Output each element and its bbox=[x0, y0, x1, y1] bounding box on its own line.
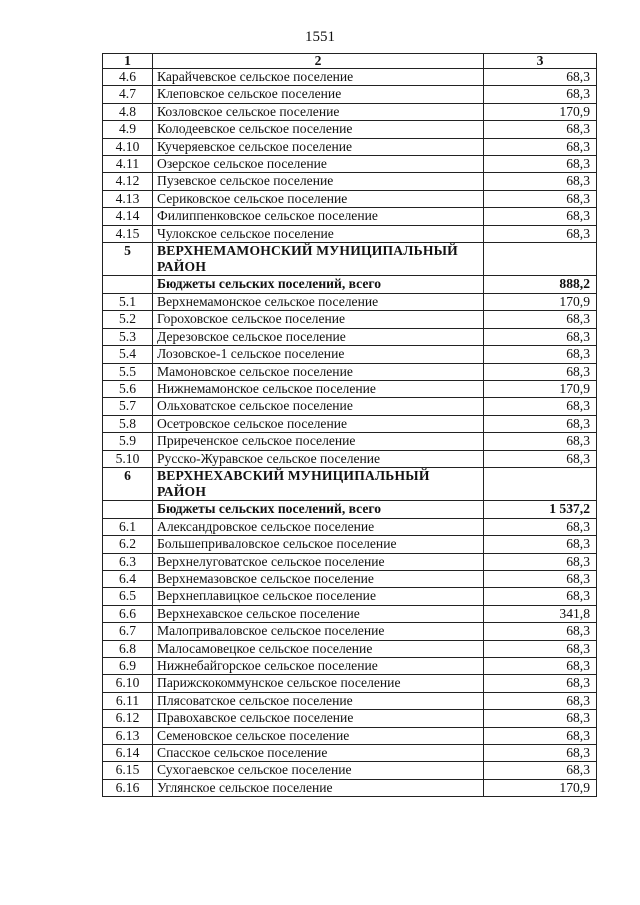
row-number: 5 bbox=[103, 243, 153, 276]
row-name: Осетровское сельское поселение bbox=[153, 415, 484, 432]
row-number: 4.12 bbox=[103, 173, 153, 190]
row-number bbox=[103, 276, 153, 293]
table-row bbox=[103, 623, 597, 640]
table-row bbox=[103, 727, 597, 744]
row-value: 68,3 bbox=[484, 623, 597, 640]
row-value: 68,3 bbox=[484, 415, 597, 432]
row-name: Правохавское сельское поселение bbox=[153, 710, 484, 727]
row-value: 888,2 bbox=[484, 276, 597, 293]
row-value: 68,3 bbox=[484, 346, 597, 363]
row-value: 68,3 bbox=[484, 433, 597, 450]
row-value: 1 537,2 bbox=[484, 501, 597, 518]
table-row bbox=[103, 588, 597, 605]
row-name: Лозовское-1 сельское поселение bbox=[153, 346, 484, 363]
table-row bbox=[103, 415, 597, 432]
row-value bbox=[484, 243, 597, 276]
row-name: Филиппенковское сельское поселение bbox=[153, 208, 484, 225]
table-row bbox=[103, 190, 597, 207]
row-name: Пузевское сельское поселение bbox=[153, 173, 484, 190]
row-number: 5.4 bbox=[103, 346, 153, 363]
row-name: Углянское сельское поселение bbox=[153, 779, 484, 796]
row-name: Колодеевское сельское поселение bbox=[153, 121, 484, 138]
row-number: 5.8 bbox=[103, 415, 153, 432]
row-value: 68,3 bbox=[484, 588, 597, 605]
row-number: 6.11 bbox=[103, 692, 153, 709]
row-number: 4.13 bbox=[103, 190, 153, 207]
table-row bbox=[103, 536, 597, 553]
table-row bbox=[103, 311, 597, 328]
row-name: Приреченское сельское поселение bbox=[153, 433, 484, 450]
row-value: 68,3 bbox=[484, 536, 597, 553]
table-header-row bbox=[103, 54, 597, 69]
row-name: Верхнелуговатское сельское поселение bbox=[153, 553, 484, 570]
row-number: 6.7 bbox=[103, 623, 153, 640]
row-value: 341,8 bbox=[484, 605, 597, 622]
row-value: 68,3 bbox=[484, 156, 597, 173]
table-row bbox=[103, 570, 597, 587]
table-row bbox=[103, 328, 597, 345]
table-row bbox=[103, 225, 597, 242]
row-number: 6 bbox=[103, 467, 153, 500]
row-number: 6.10 bbox=[103, 675, 153, 692]
table-row bbox=[103, 433, 597, 450]
row-name: Большеприваловское сельское поселение bbox=[153, 536, 484, 553]
row-name: Малоприваловское сельское поселение bbox=[153, 623, 484, 640]
row-number: 4.8 bbox=[103, 103, 153, 120]
row-value: 68,3 bbox=[484, 69, 597, 86]
row-number: 5.5 bbox=[103, 363, 153, 380]
row-number: 6.16 bbox=[103, 779, 153, 796]
district-header-row bbox=[103, 467, 597, 500]
table-row bbox=[103, 121, 597, 138]
row-number: 5.10 bbox=[103, 450, 153, 467]
row-value: 68,3 bbox=[484, 328, 597, 345]
row-name: ВЕРХНЕМАМОНСКИЙ МУНИЦИПАЛЬНЫЙ РАЙОН bbox=[153, 243, 484, 276]
row-value: 68,3 bbox=[484, 86, 597, 103]
table-row bbox=[103, 156, 597, 173]
row-name: Мамоновское сельское поселение bbox=[153, 363, 484, 380]
row-number: 5.9 bbox=[103, 433, 153, 450]
row-value: 68,3 bbox=[484, 692, 597, 709]
table-row bbox=[103, 710, 597, 727]
row-name: Сухогаевское сельское поселение bbox=[153, 762, 484, 779]
row-number: 5.2 bbox=[103, 311, 153, 328]
row-value: 68,3 bbox=[484, 208, 597, 225]
row-value: 68,3 bbox=[484, 190, 597, 207]
total-row bbox=[103, 276, 597, 293]
row-name: Дерезовское сельское поселение bbox=[153, 328, 484, 345]
row-number: 6.15 bbox=[103, 762, 153, 779]
row-value: 68,3 bbox=[484, 675, 597, 692]
row-value: 170,9 bbox=[484, 103, 597, 120]
row-value: 68,3 bbox=[484, 518, 597, 535]
row-number: 6.14 bbox=[103, 745, 153, 762]
table-row bbox=[103, 346, 597, 363]
row-name: Семеновское сельское поселение bbox=[153, 727, 484, 744]
table-row bbox=[103, 675, 597, 692]
row-value: 68,3 bbox=[484, 762, 597, 779]
row-name: ВЕРХНЕХАВСКИЙ МУНИЦИПАЛЬНЫЙ РАЙОН bbox=[153, 467, 484, 500]
row-value: 68,3 bbox=[484, 173, 597, 190]
row-number: 5.1 bbox=[103, 293, 153, 310]
row-value: 170,9 bbox=[484, 380, 597, 397]
row-name: Верхнехавское сельское поселение bbox=[153, 605, 484, 622]
row-name: Озерское сельское поселение bbox=[153, 156, 484, 173]
row-name: Парижскокоммунское сельское поселение bbox=[153, 675, 484, 692]
table-row bbox=[103, 398, 597, 415]
row-number: 5.6 bbox=[103, 380, 153, 397]
table-row bbox=[103, 450, 597, 467]
row-value: 68,3 bbox=[484, 225, 597, 242]
table-row bbox=[103, 692, 597, 709]
table-row bbox=[103, 762, 597, 779]
page-number: 1551 bbox=[305, 29, 335, 45]
table-row bbox=[103, 86, 597, 103]
row-name: Бюджеты сельских поселений, всего bbox=[153, 501, 484, 518]
table-row bbox=[103, 380, 597, 397]
row-name: Козловское сельское поселение bbox=[153, 103, 484, 120]
total-row bbox=[103, 501, 597, 518]
row-number: 5.3 bbox=[103, 328, 153, 345]
row-value: 68,3 bbox=[484, 570, 597, 587]
row-number: 6.9 bbox=[103, 658, 153, 675]
row-name: Верхнемазовское сельское поселение bbox=[153, 570, 484, 587]
district-header-row bbox=[103, 243, 597, 276]
table-row bbox=[103, 138, 597, 155]
row-number: 6.8 bbox=[103, 640, 153, 657]
row-value: 68,3 bbox=[484, 311, 597, 328]
row-value: 68,3 bbox=[484, 553, 597, 570]
row-value: 170,9 bbox=[484, 293, 597, 310]
table-row bbox=[103, 208, 597, 225]
column-header-3: 3 bbox=[484, 54, 597, 69]
row-value: 68,3 bbox=[484, 745, 597, 762]
row-name: Малосамовецкое сельское поселение bbox=[153, 640, 484, 657]
row-name: Верхнеплавицкое сельское поселение bbox=[153, 588, 484, 605]
row-value: 68,3 bbox=[484, 398, 597, 415]
table-row bbox=[103, 69, 597, 86]
row-name: Нижнемамонское сельское поселение bbox=[153, 380, 484, 397]
table-row bbox=[103, 553, 597, 570]
table-row bbox=[103, 658, 597, 675]
row-number: 6.2 bbox=[103, 536, 153, 553]
column-header-2: 2 bbox=[153, 54, 484, 69]
row-value: 68,3 bbox=[484, 450, 597, 467]
row-name: Кучеряевское сельское поселение bbox=[153, 138, 484, 155]
table-row bbox=[103, 293, 597, 310]
row-value: 68,3 bbox=[484, 363, 597, 380]
row-value: 68,3 bbox=[484, 710, 597, 727]
row-name: Плясоватское сельское поселение bbox=[153, 692, 484, 709]
row-number: 4.6 bbox=[103, 69, 153, 86]
row-value: 68,3 bbox=[484, 658, 597, 675]
table-row bbox=[103, 103, 597, 120]
row-name: Нижнебайгорское сельское поселение bbox=[153, 658, 484, 675]
row-number: 4.15 bbox=[103, 225, 153, 242]
row-value: 68,3 bbox=[484, 121, 597, 138]
row-number: 4.10 bbox=[103, 138, 153, 155]
row-number bbox=[103, 501, 153, 518]
row-name: Русско-Журавское сельское поселение bbox=[153, 450, 484, 467]
row-number: 6.13 bbox=[103, 727, 153, 744]
table-row bbox=[103, 363, 597, 380]
row-number: 4.14 bbox=[103, 208, 153, 225]
table-row bbox=[103, 779, 597, 796]
row-name: Верхнемамонское сельское поселение bbox=[153, 293, 484, 310]
table-row bbox=[103, 173, 597, 190]
table-row bbox=[103, 518, 597, 535]
row-name: Клеповское сельское поселение bbox=[153, 86, 484, 103]
row-name: Карайчевское сельское поселение bbox=[153, 69, 484, 86]
row-value: 68,3 bbox=[484, 727, 597, 744]
row-value: 170,9 bbox=[484, 779, 597, 796]
row-number: 6.12 bbox=[103, 710, 153, 727]
row-name: Гороховское сельское поселение bbox=[153, 311, 484, 328]
row-name: Сериковское сельское поселение bbox=[153, 190, 484, 207]
row-number: 4.9 bbox=[103, 121, 153, 138]
row-name: Бюджеты сельских поселений, всего bbox=[153, 276, 484, 293]
row-name: Александровское сельское поселение bbox=[153, 518, 484, 535]
column-header-1: 1 bbox=[103, 54, 153, 69]
row-value bbox=[484, 467, 597, 500]
budget-table bbox=[102, 53, 597, 797]
row-number: 4.7 bbox=[103, 86, 153, 103]
row-number: 6.6 bbox=[103, 605, 153, 622]
table-row bbox=[103, 640, 597, 657]
row-value: 68,3 bbox=[484, 138, 597, 155]
table-row bbox=[103, 745, 597, 762]
row-number: 5.7 bbox=[103, 398, 153, 415]
table-row bbox=[103, 605, 597, 622]
row-number: 6.1 bbox=[103, 518, 153, 535]
row-number: 6.3 bbox=[103, 553, 153, 570]
row-value: 68,3 bbox=[484, 640, 597, 657]
row-number: 6.4 bbox=[103, 570, 153, 587]
row-name: Спасское сельское поселение bbox=[153, 745, 484, 762]
row-number: 6.5 bbox=[103, 588, 153, 605]
table-body bbox=[103, 69, 597, 797]
row-number: 4.11 bbox=[103, 156, 153, 173]
row-name: Чулокское сельское поселение bbox=[153, 225, 484, 242]
row-name: Ольховатское сельское поселение bbox=[153, 398, 484, 415]
